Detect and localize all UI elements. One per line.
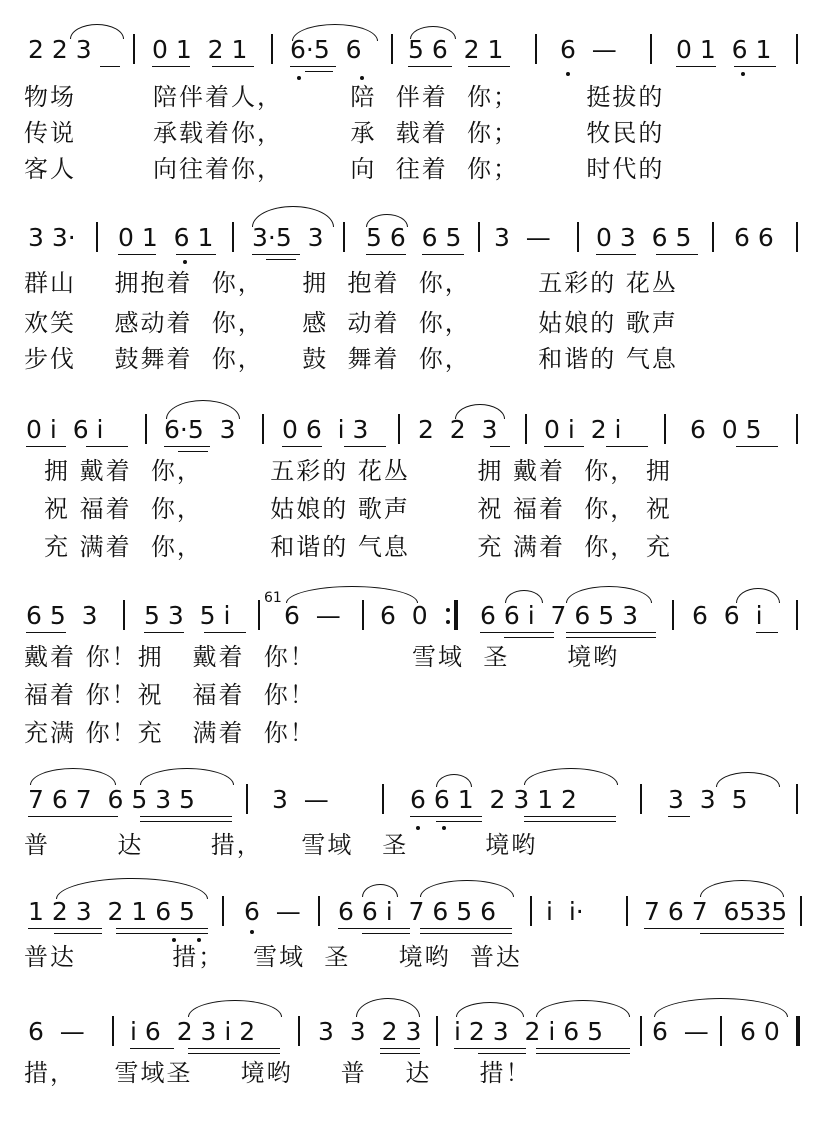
underline: [344, 446, 386, 447]
notation-row-2: [0, 222, 829, 262]
repeat-barline: [454, 600, 458, 630]
notation-row-1: [0, 34, 829, 74]
underline: [566, 637, 656, 638]
underline: [140, 816, 232, 817]
lyric-row-1-1: 物场 陪伴着人， 陪 伴着 你； 挺拔的: [24, 83, 665, 111]
measure-2-2: 0 1 6 1: [118, 223, 214, 252]
barline: [343, 222, 345, 252]
lyric-row-2-2: 欢笑 感动着 你， 感 动着 你， 姑娘的 歌声: [24, 309, 678, 337]
barline: [712, 222, 714, 252]
slur: [716, 772, 780, 787]
underline: [734, 66, 776, 67]
underline: [54, 933, 102, 934]
lyric-row-7-1: 措， 雪域圣 境哟 普 达 措！: [24, 1059, 532, 1087]
slur: [566, 586, 652, 603]
slur: [292, 24, 378, 41]
underline: [204, 632, 246, 633]
measure-4-3: 6 —: [284, 601, 341, 630]
underline: [756, 632, 778, 633]
underline: [536, 1053, 630, 1054]
underline: [436, 821, 482, 822]
lyric-row-1-3: 客人 向往着你， 向 往着 你； 时代的: [24, 155, 665, 183]
notation-row-7: [0, 1016, 829, 1056]
underline: [116, 933, 208, 934]
underline: [100, 66, 120, 67]
underline: [130, 1048, 174, 1049]
underline: [26, 446, 66, 447]
measure-4-2: 5 3 5 i: [144, 601, 231, 630]
slur: [456, 1002, 524, 1017]
underline: [480, 632, 554, 633]
barline: [530, 896, 532, 926]
slur: [188, 1000, 282, 1017]
underline: [212, 66, 254, 67]
lyric-row-6-1: 普达 措； 雪域 圣 境哟 普达: [24, 943, 522, 971]
underline: [420, 933, 512, 934]
slur: [286, 586, 418, 603]
measure-7-6: 6 0: [740, 1017, 780, 1046]
underline: [366, 254, 406, 255]
measure-3-1: 0 i 6 i: [26, 415, 104, 444]
low-octave-dot: [250, 930, 254, 934]
barline: [640, 1016, 642, 1046]
measure-5-4: 3 3 5: [668, 785, 748, 814]
underline: [410, 816, 482, 817]
slur: [140, 768, 234, 785]
low-octave-dot: [360, 76, 364, 80]
measure-1-2: 0 1 2 1: [152, 35, 248, 64]
repeat-dot: [446, 608, 450, 612]
underline: [176, 254, 216, 255]
lyric-row-3-2: 祝 福着 你， 姑娘的 歌声 祝 福着 你， 祝: [44, 495, 672, 523]
notation-row-6: [0, 896, 829, 936]
slur: [455, 404, 505, 419]
measure-7-4: i 2 3 2 i 6 5: [454, 1017, 604, 1046]
underline: [116, 928, 208, 929]
underline: [656, 254, 698, 255]
measure-4-1: 6 5 3: [26, 601, 98, 630]
underline: [362, 933, 410, 934]
slur: [700, 880, 784, 897]
underline: [668, 816, 690, 817]
measure-7-1: 6 —: [28, 1017, 85, 1046]
barline: [436, 1016, 438, 1046]
slur: [505, 590, 543, 603]
notation-row-5: [0, 784, 829, 824]
underline: [164, 446, 210, 447]
underline: [28, 816, 118, 817]
measure-7-2: i 6 2 3 i 2: [130, 1017, 256, 1046]
underline: [152, 66, 190, 67]
lyric-row-3-1: 拥 戴着 你， 五彩的 花丛 拥 戴着 你， 拥: [44, 457, 672, 485]
underline: [252, 254, 300, 255]
lyric-row-4-2: 福着 你！祝 福着 你！: [24, 681, 316, 709]
barline: [258, 600, 260, 630]
measure-3-4: 2 2 3: [418, 415, 498, 444]
slur: [70, 24, 124, 39]
measure-1-1: 2 2 3: [28, 35, 92, 64]
barline: [525, 414, 527, 444]
barline: [650, 34, 652, 64]
barline: [796, 222, 798, 252]
barline: [246, 784, 248, 814]
underline: [26, 632, 66, 633]
barline: [382, 784, 384, 814]
barline: [318, 896, 320, 926]
notation-row-4: [0, 600, 829, 640]
underline: [544, 446, 584, 447]
barline: [133, 34, 135, 64]
measure-1-3: 6·5 6: [290, 35, 362, 64]
underline: [266, 259, 296, 260]
barline: [232, 222, 234, 252]
measure-4-4: 6 0: [380, 601, 428, 630]
measure-2-3: 3·5 3: [252, 223, 324, 252]
underline: [118, 254, 156, 255]
underline: [700, 933, 784, 934]
final-barline: [796, 1016, 800, 1046]
underline: [305, 71, 333, 72]
underline: [28, 928, 102, 929]
low-octave-dot: [183, 260, 187, 264]
barline: [145, 414, 147, 444]
underline: [282, 446, 322, 447]
grace-note: 61: [264, 590, 282, 606]
slur: [420, 880, 514, 897]
slur: [736, 588, 780, 603]
measure-6-1: 1 2 3 2 1 6 5: [28, 897, 195, 926]
barline: [664, 414, 666, 444]
underline: [478, 1053, 526, 1054]
slur: [252, 206, 334, 227]
barline: [362, 600, 364, 630]
barline: [720, 1016, 722, 1046]
lyric-row-5-1: 普 达 措， 雪域 圣 境哟: [24, 831, 538, 859]
barline: [123, 600, 125, 630]
barline: [391, 34, 393, 64]
slur: [356, 998, 420, 1017]
measure-2-5: 3 —: [494, 223, 551, 252]
lyric-row-2-1: 群山 拥抱着 你， 拥 抱着 你， 五彩的 花丛: [24, 269, 678, 297]
slur: [56, 878, 208, 899]
barline: [271, 34, 273, 64]
barline: [535, 34, 537, 64]
barline: [672, 600, 674, 630]
underline: [536, 1048, 630, 1049]
measure-1-5: 6 —: [560, 35, 617, 64]
barline: [96, 222, 98, 252]
lyric-row-3-3: 充 满着 你， 和谐的 气息 充 满着 你， 充: [44, 533, 672, 561]
measure-6-4: i i·: [546, 897, 584, 926]
lyric-row-4-3: 充满 你！充 满着 你！: [24, 719, 316, 747]
underline: [490, 446, 510, 447]
barline: [800, 896, 802, 926]
measure-4-6: 6 6 i: [692, 601, 763, 630]
measure-1-4: 5 6 2 1: [408, 35, 504, 64]
underline: [422, 254, 464, 255]
underline: [566, 632, 656, 633]
barline: [796, 414, 798, 444]
barline: [577, 222, 579, 252]
underline: [420, 928, 512, 929]
lyric-row-4-1: 戴着 你！拥 戴着 你！ 雪域 圣 境哟: [24, 643, 620, 671]
measure-6-2: 6 —: [244, 897, 301, 926]
underline: [140, 821, 232, 822]
barline: [626, 896, 628, 926]
lyric-row-1-2: 传说 承载着你， 承 载着 你； 牧民的: [24, 119, 665, 147]
measure-6-3: 6 6 i 7 6 5 6: [338, 897, 497, 926]
barline: [262, 414, 264, 444]
underline: [188, 1048, 280, 1049]
slur: [366, 214, 408, 227]
underline: [524, 816, 616, 817]
underline: [380, 1048, 420, 1049]
measure-1-6: 0 1 6 1: [676, 35, 772, 64]
slur: [166, 400, 240, 419]
measure-2-4: 5 6 6 5: [366, 223, 462, 252]
underline: [178, 451, 208, 452]
slur: [436, 774, 472, 787]
measure-2-1: 3 3·: [28, 223, 76, 252]
barline: [796, 600, 798, 630]
measure-6-5: 7 6 7 6535: [644, 897, 788, 926]
measure-5-1: 7 6 7 6 5 3 5: [28, 785, 195, 814]
measure-5-2: 3 —: [272, 785, 329, 814]
barline: [796, 34, 798, 64]
underline: [700, 928, 784, 929]
measure-7-3: 3 3 2 3: [318, 1017, 422, 1046]
measure-3-3: 0 6 i 3: [282, 415, 369, 444]
slur: [524, 768, 618, 785]
underline: [290, 66, 336, 67]
low-octave-dot: [566, 72, 570, 76]
underline: [338, 928, 410, 929]
underline: [144, 632, 184, 633]
measure-3-6: 6 0 5: [690, 415, 762, 444]
slur: [536, 1000, 630, 1017]
slur: [410, 26, 456, 39]
underline: [596, 254, 636, 255]
repeat-dot: [446, 620, 450, 624]
measure-5-3: 6 6 1 2 3 1 2: [410, 785, 577, 814]
lyric-row-2-3: 步伐 鼓舞着 你， 鼓 舞着 你， 和谐的 气息: [24, 345, 678, 373]
barline: [298, 1016, 300, 1046]
measure-3-2: 6·5 3: [164, 415, 236, 444]
barline: [796, 784, 798, 814]
underline: [504, 637, 554, 638]
underline: [736, 446, 778, 447]
measure-3-5: 0 i 2 i: [544, 415, 622, 444]
measure-2-7: 6 6: [734, 223, 774, 252]
underline: [468, 66, 510, 67]
slur: [654, 998, 788, 1017]
barline: [478, 222, 480, 252]
barline: [398, 414, 400, 444]
underline: [86, 446, 128, 447]
slur: [362, 884, 398, 897]
measure-4-5: 6 6 i 7 6 5 3: [480, 601, 639, 630]
underline: [380, 1053, 420, 1054]
underline: [188, 1053, 280, 1054]
barline: [640, 784, 642, 814]
low-octave-dot: [297, 76, 301, 80]
measure-2-6: 0 3 6 5: [596, 223, 692, 252]
underline: [454, 1048, 526, 1049]
barline: [222, 896, 224, 926]
underline: [606, 446, 648, 447]
barline: [112, 1016, 114, 1046]
underline: [408, 66, 452, 67]
notation-row-3: [0, 414, 829, 454]
underline: [676, 66, 716, 67]
measure-7-5: 6 —: [652, 1017, 709, 1046]
slur: [30, 768, 116, 785]
low-octave-dot: [741, 72, 745, 76]
underline: [524, 821, 616, 822]
